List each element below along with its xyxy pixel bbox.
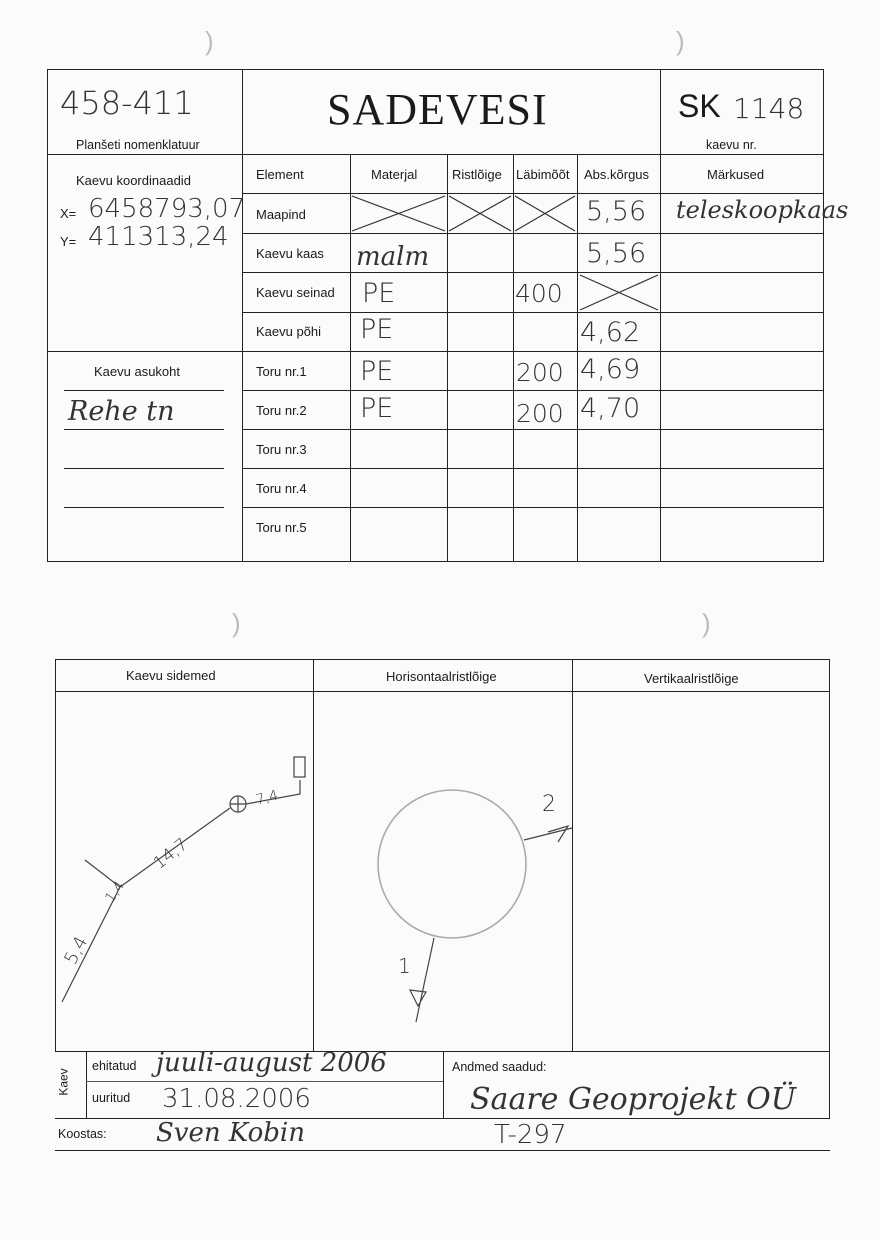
dimension-label: 7,4 bbox=[254, 787, 280, 809]
pipe-label: 2 bbox=[542, 792, 556, 817]
material-value: malm bbox=[356, 242, 430, 272]
x-label: X= bbox=[60, 206, 77, 221]
abs-height-value: 4,70 bbox=[580, 393, 641, 424]
column-header-diameter: Läbimõõt bbox=[516, 167, 570, 182]
punch-mark: ) bbox=[232, 608, 241, 638]
row-element: Kaevu põhi bbox=[256, 324, 322, 339]
data-label: Andmed saadud: bbox=[452, 1060, 547, 1074]
row-element: Toru nr.1 bbox=[256, 364, 307, 379]
column-header-element: Element bbox=[256, 167, 304, 182]
column-header-abs-height: Abs.kõrgus bbox=[584, 167, 650, 182]
row-element: Toru nr.2 bbox=[256, 403, 307, 418]
location-heading: Kaevu asukoht bbox=[94, 364, 181, 379]
vertical-heading: Vertikaalristlõige bbox=[644, 671, 739, 686]
compiled-label: Koostas: bbox=[58, 1127, 107, 1141]
column-header-material: Materjal bbox=[371, 167, 418, 182]
material-value: PE bbox=[362, 278, 396, 309]
well-label: kaevu nr. bbox=[706, 138, 757, 152]
pipe-label: 1 bbox=[398, 954, 411, 978]
abs-height-value: 5,56 bbox=[586, 238, 647, 269]
punch-mark: ) bbox=[702, 608, 711, 638]
surveyed-label: uuritud bbox=[92, 1091, 131, 1105]
column-header-notes: Märkused bbox=[707, 167, 765, 182]
diameter-value: 200 bbox=[516, 399, 564, 428]
row-element: Toru nr.4 bbox=[256, 481, 307, 496]
material-value: PE bbox=[360, 356, 394, 387]
notes-value: teleskoopkaas bbox=[676, 196, 849, 224]
surveyed-value: 31.08.2006 bbox=[162, 1084, 311, 1114]
row-element: Toru nr.3 bbox=[256, 442, 307, 457]
row-element: Kaevu seinad bbox=[256, 285, 335, 300]
abs-height-value: 4,62 bbox=[580, 317, 641, 348]
dimension-label: 5,4 bbox=[60, 932, 93, 969]
diameter-value: 400 bbox=[515, 279, 563, 308]
data-value: Saare Geoprojekt OÜ bbox=[470, 1082, 797, 1117]
sheet-code: 458-411 bbox=[60, 84, 194, 122]
horizontal-heading: Horisontaalristlõige bbox=[386, 669, 497, 684]
y-label: Y= bbox=[60, 234, 77, 249]
punch-mark: ) bbox=[205, 26, 214, 56]
row-element: Maapind bbox=[256, 207, 306, 222]
dimension-label: 1,4 bbox=[102, 878, 129, 906]
well-number: 1148 bbox=[733, 92, 805, 125]
compiled-value: Sven Kobin bbox=[156, 1118, 305, 1148]
built-label: ehitatud bbox=[92, 1059, 137, 1073]
dimension-label: 14,7 bbox=[149, 834, 193, 874]
well-prefix: SK bbox=[678, 88, 721, 124]
document-code: T-297 bbox=[494, 1120, 567, 1150]
column-header-cross-section: Ristlõige bbox=[452, 167, 502, 182]
sheet-label: Planšeti nomenklatuur bbox=[76, 138, 200, 152]
built-value: juuli-august 2006 bbox=[156, 1048, 387, 1078]
diameter-value: 200 bbox=[516, 358, 564, 387]
row-element: Kaevu kaas bbox=[256, 246, 324, 261]
punch-mark: ) bbox=[676, 26, 685, 56]
material-value: PE bbox=[360, 393, 394, 424]
x-value: 6458793,07 bbox=[88, 194, 246, 224]
location-value: Rehe tn bbox=[68, 396, 175, 427]
material-value: PE bbox=[360, 314, 394, 345]
abs-height-value: 5,56 bbox=[586, 196, 647, 227]
links-heading: Kaevu sidemed bbox=[126, 668, 216, 683]
side-label: Kaev bbox=[56, 1068, 71, 1096]
y-value: 411313,24 bbox=[88, 222, 229, 252]
row-element: Toru nr.5 bbox=[256, 520, 307, 535]
page-title: SADEVESI bbox=[327, 85, 548, 134]
abs-height-value: 4,69 bbox=[580, 354, 641, 385]
coordinates-heading: Kaevu koordinaadid bbox=[76, 173, 191, 188]
